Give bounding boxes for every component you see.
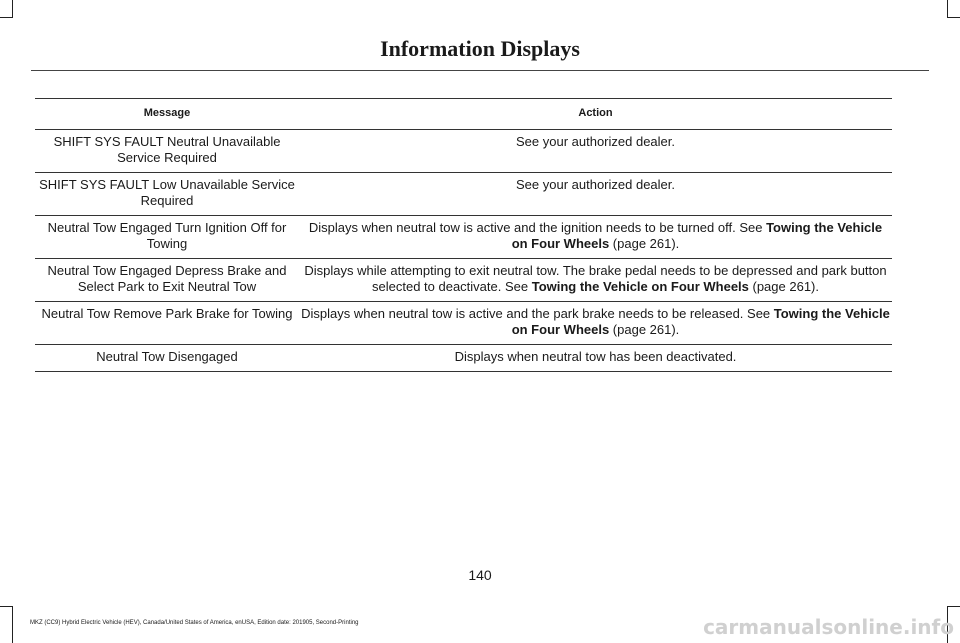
crop-mark <box>12 606 13 643</box>
page-title: Information Displays <box>380 36 580 61</box>
crop-mark <box>947 17 960 18</box>
message-cell: SHIFT SYS FAULT Neutral Unavailable Service Required <box>35 130 299 173</box>
page-reference: (page 261). <box>748 279 819 294</box>
action-cell <box>299 216 892 259</box>
table-row <box>35 345 892 372</box>
crop-mark <box>947 606 960 607</box>
cross-reference-link[interactable]: Towing the Vehicle on Four Wheels <box>511 220 883 251</box>
cross-reference-link[interactable]: Towing the Vehicle on Four Wheels <box>531 279 749 294</box>
table-row <box>35 216 892 259</box>
page-reference: (page 261). <box>609 322 680 337</box>
message-cell: Neutral Tow Remove Park Brake for Towing <box>35 302 299 345</box>
action-text: Displays when neutral tow is active and the park brake needs to be released. See <box>301 306 774 321</box>
cross-reference-link[interactable]: Towing the Vehicle on Four Wheels <box>511 306 890 337</box>
action-text: Displays when neutral tow is active and the ignition needs to be turned off. See <box>308 220 767 235</box>
page-reference: (page 261). <box>609 236 680 251</box>
message-cell: Neutral Tow Disengaged <box>35 345 299 372</box>
action-text: See your authorized dealer. <box>516 177 675 192</box>
table-row <box>35 259 892 302</box>
crop-mark <box>0 606 13 607</box>
watermark-logo: carmanualsonline.info <box>703 615 954 639</box>
header-action: Action <box>299 99 892 130</box>
message-cell: SHIFT SYS FAULT Low Unavailable Service Required <box>35 173 299 216</box>
table-row <box>35 173 892 216</box>
title-divider <box>31 70 929 71</box>
table-row <box>35 302 892 345</box>
action-text: Displays while attempting to exit neutral tow. The brake pedal needs to be depressed and park button selected to deactivate. See <box>304 263 887 294</box>
action-text: Displays when neutral tow has been deactivated. <box>454 349 737 364</box>
action-cell <box>299 302 892 345</box>
footer-edition-info: MKZ (CC9) Hybrid Electric Vehicle (HEV), Canada/United States of America, enUSA, Edition date: 201905, Second-Printing <box>30 620 359 626</box>
action-cell <box>299 259 892 302</box>
message-cell: Neutral Tow Engaged Depress Brake and Select Park to Exit Neutral Tow <box>35 259 299 302</box>
crop-mark <box>947 0 948 18</box>
action-cell <box>299 345 892 372</box>
page-number: 140 <box>468 567 492 583</box>
table-row <box>35 130 892 173</box>
action-cell <box>299 130 892 173</box>
action-text: See your authorized dealer. <box>516 134 675 149</box>
header-message: Message <box>35 99 299 130</box>
messages-table <box>35 98 892 372</box>
crop-mark <box>0 17 13 18</box>
action-cell <box>299 173 892 216</box>
table-header-row <box>35 99 892 130</box>
message-cell: Neutral Tow Engaged Turn Ignition Off for Towing <box>35 216 299 259</box>
crop-mark <box>12 0 13 18</box>
